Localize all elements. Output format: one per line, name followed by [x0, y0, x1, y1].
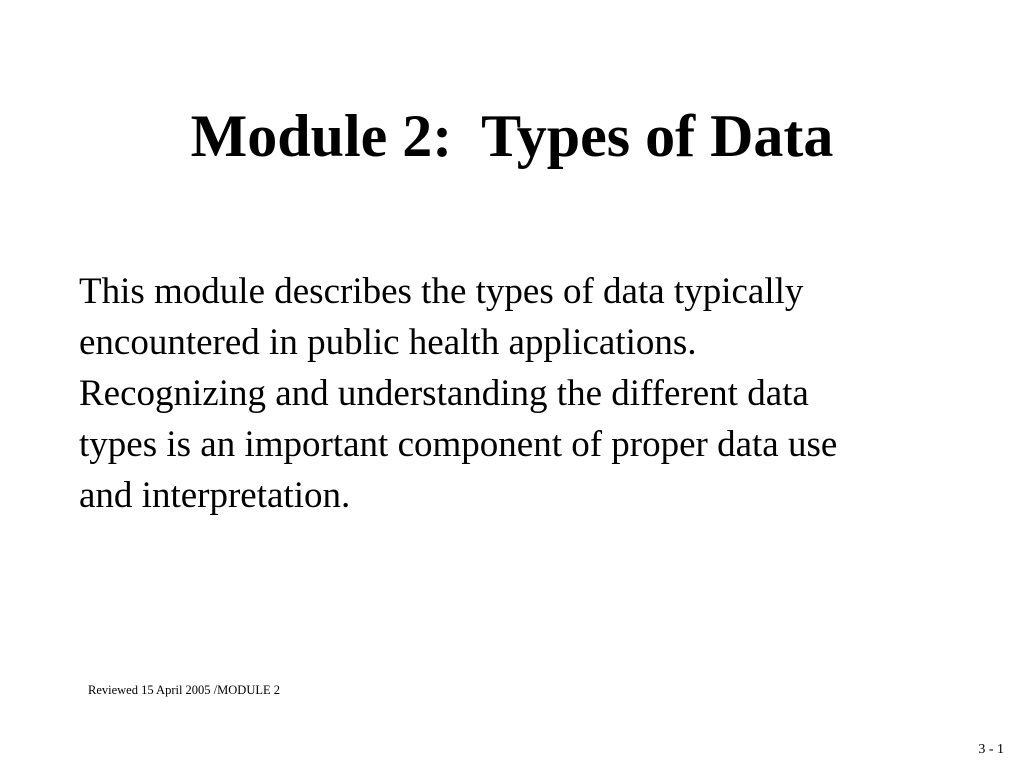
body-line: types is an important component of proper data use	[79, 424, 838, 465]
slide-title: Module 2: Types of Data	[190, 103, 834, 169]
body-line: and interpretation.	[79, 475, 351, 516]
review-footer-note: Reviewed 15 April 2005 /MODULE 2	[88, 683, 280, 697]
body-line: encountered in public health applications.	[79, 322, 697, 363]
body-line: Recognizing and understanding the different data	[79, 373, 809, 414]
body-line: This module describes the types of data typically	[79, 271, 804, 312]
slide-body	[79, 266, 979, 521]
page-number: 3 - 1	[978, 742, 1004, 757]
